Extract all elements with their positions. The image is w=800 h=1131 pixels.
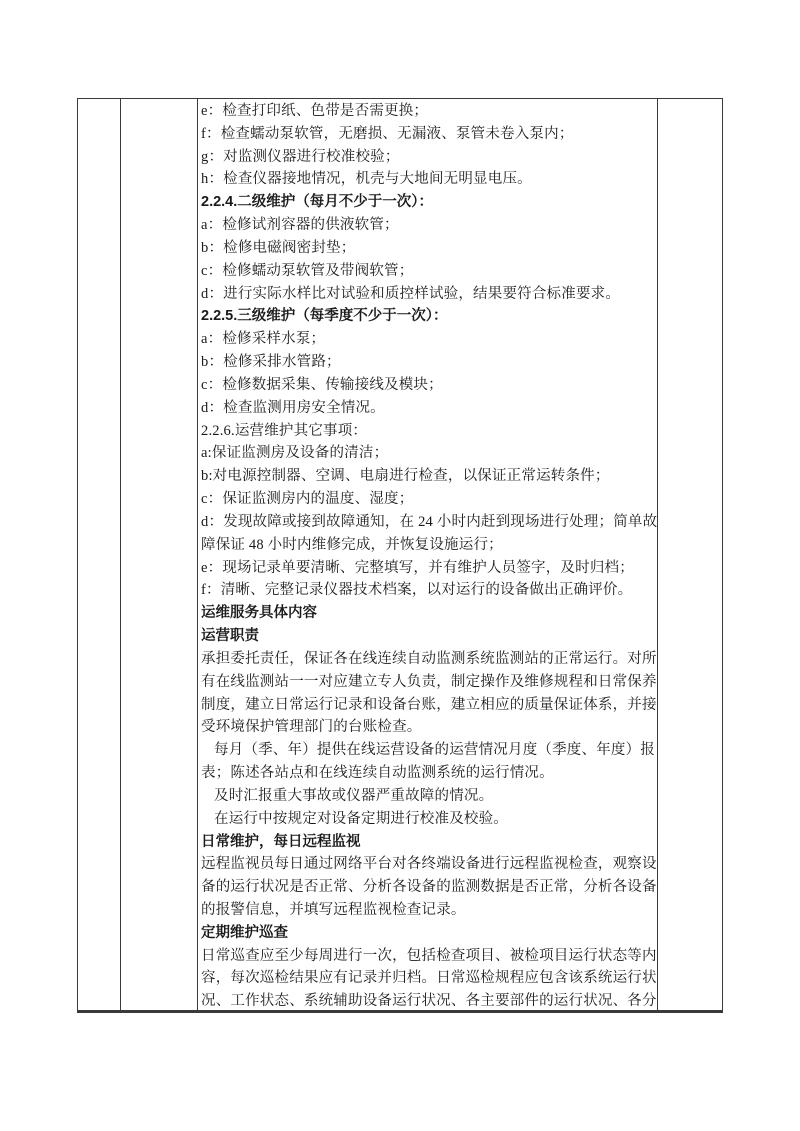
text-line: d：检查监测用房安全情况。 bbox=[201, 399, 385, 416]
text-line: d：进行实际水样比对试验和质控样试验，结果要符合标准要求。 bbox=[201, 285, 621, 302]
text-line: 每月（季、年）提供在线运营设备的运营情况月度（季度、年度）报 bbox=[214, 742, 655, 759]
text-line: g：对监测仪器进行校准校验； bbox=[201, 148, 400, 165]
text-line: 的报警信息，并填写远程监视检查记录。 bbox=[201, 901, 466, 918]
text-line: 备的运行状况是否正常、分析各设备的监测数据是否正常，分析各设备 bbox=[201, 879, 657, 896]
text-line: c：保证监测房内的温度、湿度； bbox=[201, 491, 414, 508]
text-line: f：检查蠕动泵软管，无磨损、无漏液、泵管未卷入泵内； bbox=[201, 125, 574, 142]
text-line: 容，每次巡检结果应有记录并归档。日常巡检规程应包含该系统运行状 bbox=[201, 970, 657, 987]
text-line: 况、工作状态、系统辅助设备运行状况、各主要部件的运行状况、各分 bbox=[201, 993, 657, 1010]
text-line: d：发现故障或接到故障通知，在 24 小时内赶到现场进行处理；简单故 bbox=[201, 513, 658, 530]
text-line: 定期维护巡查 bbox=[201, 924, 288, 941]
text-line: 有在线监测站一一对应建立专人负责，制定操作及维修规程和日常保养 bbox=[201, 673, 657, 690]
text-line: 在运行中按规定对设备定期进行校准及校验。 bbox=[214, 810, 508, 827]
text-line: 运维服务具体内容 bbox=[201, 605, 317, 622]
text-line: a:保证监测房及设备的清洁； bbox=[201, 445, 389, 462]
text-line: 制度，建立日常运行记录和设备台账，建立相应的质量保证体系，并接 bbox=[201, 696, 657, 713]
text-line: e：检查打印纸、色带是否需更换； bbox=[201, 103, 429, 119]
text-line: 2.2.5.三级维护（每季度不少于一次）： bbox=[201, 308, 448, 325]
text-line: 表；陈述各站点和在线连续自动监测系统的运行情况。 bbox=[201, 765, 554, 782]
text-line: b:对电源控制器、空调、电扇进行检查，以保证正常运转条件； bbox=[201, 468, 610, 485]
text-line: 日常巡查应至少每周进行一次，包括检查项目、被检项目运行状态等内 bbox=[201, 947, 657, 964]
text-line: 2.2.4.二级维护（每月不少于一次）： bbox=[201, 194, 434, 211]
table-empty-column-1 bbox=[78, 99, 121, 1010]
text-line: b：检修电磁阀密封垫； bbox=[201, 239, 356, 256]
text-line: 远程监视员每日通过网络平台对各终端设备进行远程监视检查，观察设 bbox=[201, 856, 657, 873]
main-text-lines bbox=[198, 99, 657, 1010]
table-empty-column-2 bbox=[121, 99, 198, 1010]
text-line: a：检修试剂容器的供液软管； bbox=[201, 217, 399, 234]
text-line: a：检修采样水泵； bbox=[201, 331, 326, 348]
text-line: 及时汇报重大事故或仪器严重故障的情况。 bbox=[214, 787, 494, 804]
text-line: b：检修采排水管路； bbox=[201, 354, 341, 371]
text-line: f：清晰、完整记录仪器技术档案，以对运行的设备做出正确评价。 bbox=[201, 582, 633, 599]
text-line: c：检修数据采集、传输接线及模块； bbox=[201, 376, 443, 393]
text-line: c：检修蠕动泵软管及带阀软管； bbox=[201, 262, 414, 279]
text-line: 障保证 48 小时内维修完成，并恢复设施运行； bbox=[201, 536, 503, 553]
table-empty-column-right bbox=[658, 99, 722, 1010]
text-line: 2.2.6.运营维护其它事项： bbox=[201, 422, 368, 439]
text-line: 受环境保护管理部门的台账检查。 bbox=[201, 719, 422, 736]
table-main-text-cell bbox=[198, 99, 658, 1010]
text-line: 运营职责 bbox=[201, 628, 259, 645]
maintenance-service-table bbox=[77, 98, 723, 1013]
text-line: 日常维护，每日远程监视 bbox=[201, 833, 361, 850]
text-line: h：检查仪器接地情况，机壳与大地间无明显电压。 bbox=[201, 171, 532, 188]
text-line: e：现场记录单要清晰、完整填写，并有维护人员签字，及时归档； bbox=[201, 559, 634, 576]
text-line: 承担委托责任，保证各在线连续自动监测系统监测站的正常运行。对所 bbox=[201, 650, 657, 667]
